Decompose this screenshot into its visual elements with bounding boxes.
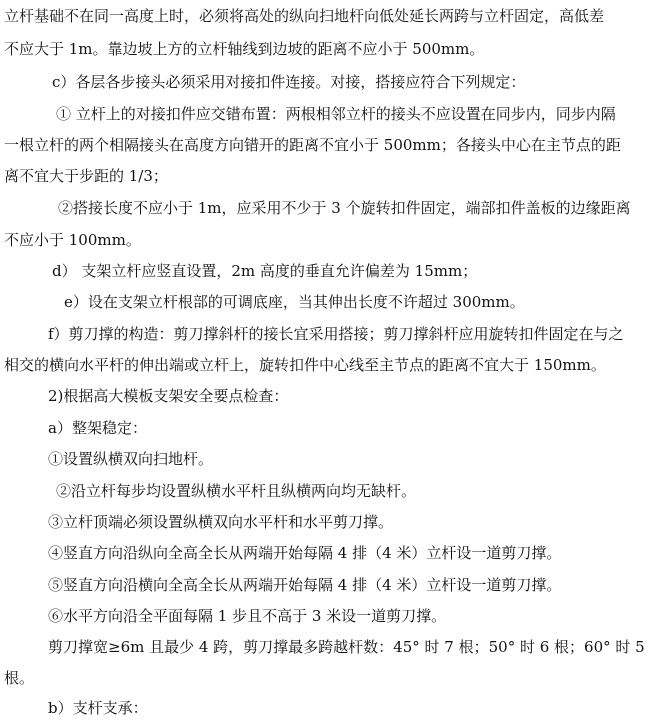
text-line-22: 根。	[4, 669, 35, 687]
text-line-5: 一根立杆的两个相隔接头在高度方向错开的距离不宜小于 500mm；各接头中心在主节点的距	[4, 136, 621, 154]
text-line-8: 不应小于 100mm。	[4, 231, 141, 249]
text-line-23: b）支杆支承：	[48, 699, 148, 717]
text-line-7: ②搭接长度不应小于 1m，应采用不少于 3 个旋转扣件固定，端部扣件盖板的边缘距离	[58, 199, 631, 217]
text-line-14: a）整架稳定：	[48, 419, 147, 437]
text-line-20: ⑥水平方向沿全平面每隔 1 步且不高于 3 米设一道剪刀撑。	[48, 607, 447, 625]
text-line-17: ③立杆顶端必须设置纵横双向水平杆和水平剪刀撑。	[48, 513, 394, 531]
text-line-21: 剪刀撑宽≥6m 且最少 4 跨，剪刀撑最多跨越杆数：45° 时 7 根；50° 时 6 根；60° 时 5	[48, 638, 645, 656]
text-line-13: 2)根据高大模板支架安全要点检查：	[48, 387, 289, 405]
text-line-4: ① 立杆上的对接扣件应交错布置：两根相邻立杆的接头不应设置在同步内，同步内隔	[56, 105, 616, 123]
text-line-12: 相交的横向水平杆的伸出端或立杆上，旋转扣件中心线至主节点的距离不宜大于 150mm。	[4, 356, 606, 374]
text-line-15: ①设置纵横双向扫地杆。	[48, 450, 214, 468]
text-line-10: e）设在支架立杆根部的可调底座，当其伸出长度不许超过 300mm。	[64, 293, 525, 311]
text-line-3: c）各层各步接头必须采用对接扣件连接。对接，搭接应符合下列规定：	[52, 73, 526, 91]
text-line-16: ②沿立杆每步均设置纵横水平杆且纵横两向均无缺杆。	[56, 482, 417, 500]
text-line-19: ⑤竖直方向沿横向全高全长从两端开始每隔 4 排（4 米）立杆设一道剪刀撑。	[48, 576, 562, 594]
text-line-2: 不应大于 1m。靠边坡上方的立杆轴线到边坡的距离不应小于 500mm。	[4, 40, 485, 58]
text-line-6: 离不宜大于步距的 1/3；	[4, 167, 168, 185]
text-line-11: f）剪刀撑的构造：剪刀撑斜杆的接长宜采用搭接；剪刀撑斜杆应用旋转扣件固定在与之	[48, 325, 624, 343]
text-line-18: ④竖直方向沿纵向全高全长从两端开始每隔 4 排（4 米）立杆设一道剪刀撑。	[48, 544, 562, 562]
text-line-9: d） 支架立杆应竖直设置，2m 高度的垂直允许偏差为 15mm；	[52, 262, 478, 280]
text-line-1: 立杆基础不在同一高度上时，必须将高处的纵向扫地杆向低处延长两跨与立杆固定，高低差	[4, 7, 605, 25]
